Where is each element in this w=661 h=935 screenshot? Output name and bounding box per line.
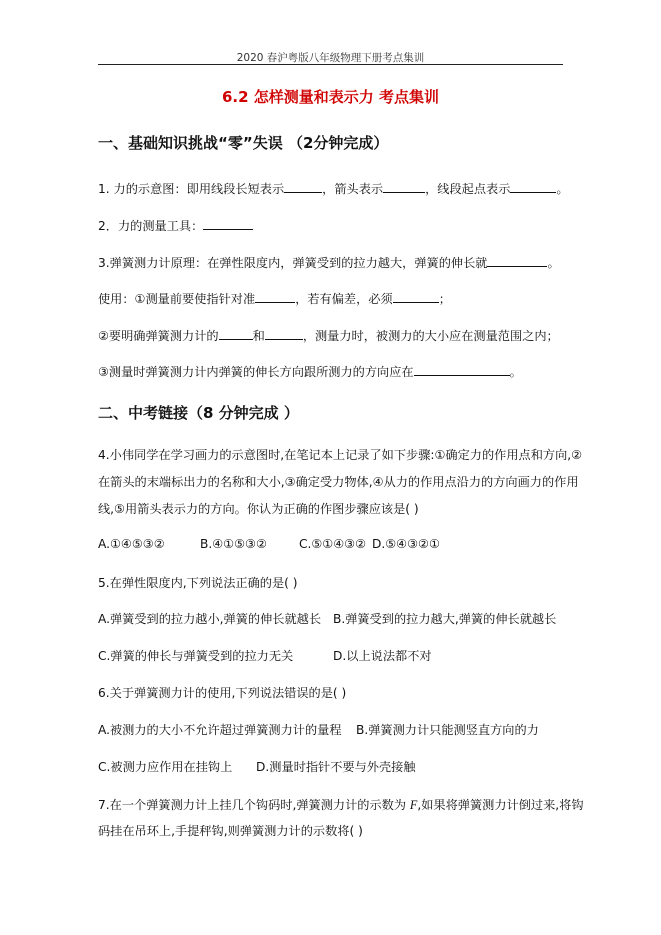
q4-option-b[interactable]: B.④①⑤③②: [200, 537, 267, 551]
use2-text-b: 和: [252, 329, 265, 343]
q1-text-b: ，箭头表示: [322, 182, 384, 196]
q7-line-1: [98, 796, 584, 813]
q3-text-b: 。: [547, 256, 560, 270]
q2-blank-tool[interactable]: [203, 217, 253, 230]
q1-blank-length[interactable]: [284, 180, 322, 193]
header-divider: [98, 64, 563, 65]
q7-text-b: ,如果将弹簧测力计倒过来,将钩: [417, 798, 584, 812]
use-text-a: 使用：①测量前要使指针对准: [98, 292, 256, 306]
q5-option-b[interactable]: B.弹簧受到的拉力越大,弹簧的伸长就越长: [333, 612, 557, 626]
q2-text-a: 2．力的测量工具：: [98, 219, 204, 233]
q6-stem: 6.关于弹簧测力计的使用,下列说法错误的是( ): [98, 686, 347, 700]
q3-text-a: 3.弹簧测力计原理：在弹性限度内，弹簧受到的拉力越大，弹簧的伸长就: [98, 256, 488, 270]
q5-option-a[interactable]: A.弹簧受到的拉力越小,弹簧的伸长就越长: [98, 612, 322, 626]
q7-variable-f: F: [409, 798, 418, 812]
q5-stem: 5.在弹性限度内,下列说法正确的是( ): [98, 576, 298, 590]
q6-option-c[interactable]: C.被测力应作用在挂钩上: [98, 760, 233, 774]
q1-blank-arrow[interactable]: [383, 180, 425, 193]
q4-option-a[interactable]: A.①④⑤③②: [98, 537, 165, 551]
use2-text-a: ②要明确弹簧测力计的: [98, 329, 219, 343]
question-2: [98, 217, 253, 234]
page-header: 2020 春沪粤版八年级物理下册考点集训: [236, 52, 425, 64]
use-text-b: ，若有偏差，必须: [295, 292, 393, 306]
q7-line-2: 码挂在吊环上,手提秤钩,则弹簧测力计的示数将( ): [98, 824, 363, 838]
q1-text-a: 1. 力的示意图：即用线段长短表示: [98, 182, 285, 196]
usage-2: [98, 327, 559, 344]
q4-line-1: 4.小伟同学在学习画力的示意图时,在笔记本上记录了如下步骤:①确定力的作用点和方向,②: [98, 448, 583, 462]
q7-text-a: 7.在一个弹簧测力计上挂几个钩码时,弹簧测力计的示数为: [98, 798, 410, 812]
q6-option-d[interactable]: D.测量时指针不要与外壳接触: [256, 760, 416, 774]
q1-text-d: 。: [556, 182, 569, 196]
q4-option-d[interactable]: D.⑤④③②①: [372, 537, 440, 551]
use-text-c: ；: [438, 292, 451, 306]
q5-option-d[interactable]: D.以上说法都不对: [333, 649, 432, 663]
use-blank-adjust[interactable]: [393, 290, 439, 303]
section2-heading: 二、中考链接（8 分钟完成 ）: [98, 404, 299, 422]
use-blank-zero[interactable]: [255, 290, 295, 303]
use2-blank-range[interactable]: [219, 327, 253, 340]
use3-text-a: ③测量时弹簧测力计内弹簧的伸长方向跟所测力的方向应在: [98, 365, 414, 379]
use3-text-b: 。: [509, 365, 522, 379]
q4-line-3: 线,⑤用箭头表示力的方向。你认为正确的作图步骤应该是( ): [98, 502, 419, 516]
q1-text-c: ，线段起点表示: [425, 182, 511, 196]
q1-blank-start[interactable]: [510, 180, 556, 193]
q6-option-a[interactable]: A.被测力的大小不允许超过弹簧测力计的量程: [98, 723, 342, 737]
section1-heading: 一、基础知识挑战“零”失误 （2分钟完成）: [98, 134, 389, 152]
q5-option-c[interactable]: C.弹簧的伸长与弹簧受到的拉力无关: [98, 649, 294, 663]
question-1: [98, 180, 569, 197]
question-3: [98, 254, 560, 271]
q3-blank-elongation[interactable]: [487, 254, 547, 267]
usage-3: [98, 363, 522, 380]
use3-blank-direction[interactable]: [414, 363, 510, 376]
q6-option-b[interactable]: B.弹簧测力计只能测竖直方向的力: [356, 723, 539, 737]
page-title: 6.2 怎样测量和表示力 考点集训: [221, 88, 440, 106]
q4-line-2: 在箭头的末端标出力的名称和大小,③确定受力物体,④从力的作用点沿力的方向画力的作用: [98, 475, 579, 489]
use2-text-c: ，测量力时，被测力的大小应在测量范围之内；: [302, 329, 559, 343]
q4-option-c[interactable]: C.⑤①④③②: [299, 537, 367, 551]
use2-blank-division[interactable]: [265, 327, 303, 340]
usage-1: [98, 290, 451, 307]
